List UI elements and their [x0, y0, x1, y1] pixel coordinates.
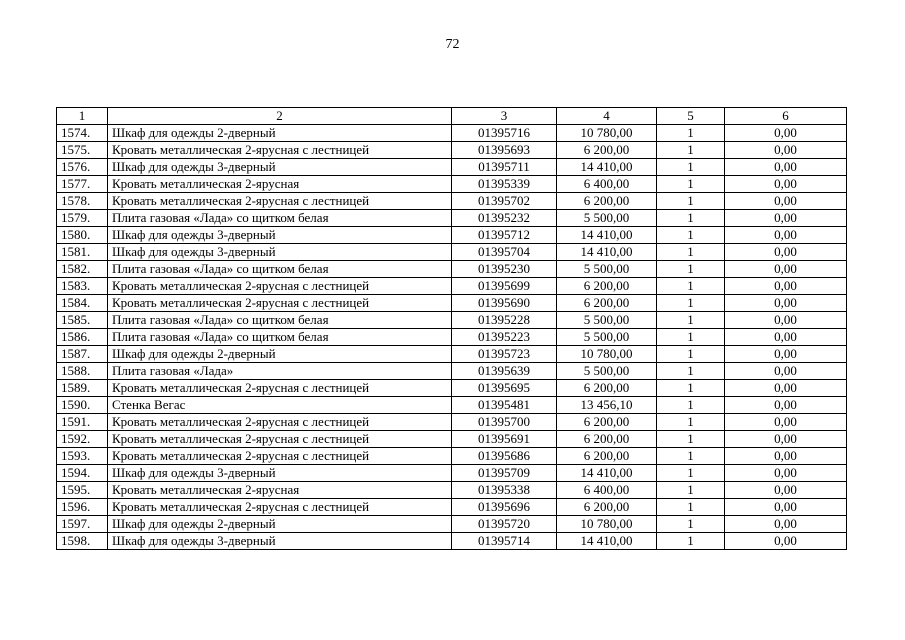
column-header: 5 [657, 108, 725, 125]
inventory-code: 01395720 [452, 516, 557, 533]
table-row [57, 448, 847, 465]
row-number: 1585. [57, 312, 108, 329]
item-price: 6 200,00 [557, 448, 657, 465]
inventory-code: 01395709 [452, 465, 557, 482]
item-name: Кровать металлическая 2-ярусная [108, 482, 452, 499]
item-quantity: 1 [657, 533, 725, 550]
residual-value: 0,00 [725, 159, 847, 176]
table-row [57, 261, 847, 278]
item-name: Кровать металлическая 2-ярусная с лестницей [108, 193, 452, 210]
table-row [57, 193, 847, 210]
item-price: 14 410,00 [557, 244, 657, 261]
item-price: 13 456,10 [557, 397, 657, 414]
item-quantity: 1 [657, 329, 725, 346]
table-row [57, 380, 847, 397]
table-row [57, 142, 847, 159]
item-quantity: 1 [657, 295, 725, 312]
inventory-code: 01395699 [452, 278, 557, 295]
inventory-code: 01395696 [452, 499, 557, 516]
residual-value: 0,00 [725, 329, 847, 346]
item-quantity: 1 [657, 261, 725, 278]
item-price: 14 410,00 [557, 227, 657, 244]
inventory-code: 01395481 [452, 397, 557, 414]
item-quantity: 1 [657, 397, 725, 414]
item-name: Кровать металлическая 2-ярусная с лестницей [108, 295, 452, 312]
row-number: 1595. [57, 482, 108, 499]
inventory-code: 01395704 [452, 244, 557, 261]
inventory-code: 01395338 [452, 482, 557, 499]
item-price: 6 200,00 [557, 499, 657, 516]
inventory-code: 01395693 [452, 142, 557, 159]
inventory-code: 01395695 [452, 380, 557, 397]
table-row [57, 295, 847, 312]
inventory-code: 01395711 [452, 159, 557, 176]
item-name: Кровать металлическая 2-ярусная [108, 176, 452, 193]
table-row [57, 227, 847, 244]
item-quantity: 1 [657, 516, 725, 533]
table-row [57, 516, 847, 533]
inventory-code: 01395700 [452, 414, 557, 431]
item-name: Плита газовая «Лада» со щитком белая [108, 329, 452, 346]
item-price: 5 500,00 [557, 261, 657, 278]
row-number: 1592. [57, 431, 108, 448]
inventory-table [56, 107, 847, 550]
residual-value: 0,00 [725, 431, 847, 448]
residual-value: 0,00 [725, 397, 847, 414]
item-name: Кровать металлическая 2-ярусная с лестницей [108, 142, 452, 159]
residual-value: 0,00 [725, 346, 847, 363]
residual-value: 0,00 [725, 278, 847, 295]
row-number: 1574. [57, 125, 108, 142]
item-price: 10 780,00 [557, 516, 657, 533]
residual-value: 0,00 [725, 380, 847, 397]
table-row [57, 482, 847, 499]
inventory-code: 01395714 [452, 533, 557, 550]
row-number: 1583. [57, 278, 108, 295]
item-price: 5 500,00 [557, 210, 657, 227]
row-number: 1596. [57, 499, 108, 516]
row-number: 1591. [57, 414, 108, 431]
residual-value: 0,00 [725, 142, 847, 159]
residual-value: 0,00 [725, 533, 847, 550]
residual-value: 0,00 [725, 244, 847, 261]
table-row [57, 397, 847, 414]
item-name: Шкаф для одежды 2-дверный [108, 125, 452, 142]
item-price: 6 200,00 [557, 193, 657, 210]
table-row [57, 346, 847, 363]
item-price: 5 500,00 [557, 363, 657, 380]
item-quantity: 1 [657, 499, 725, 516]
row-number: 1578. [57, 193, 108, 210]
item-price: 6 200,00 [557, 414, 657, 431]
column-header: 6 [725, 108, 847, 125]
item-name: Шкаф для одежды 3-дверный [108, 159, 452, 176]
row-number: 1587. [57, 346, 108, 363]
row-number: 1581. [57, 244, 108, 261]
row-number: 1593. [57, 448, 108, 465]
item-quantity: 1 [657, 448, 725, 465]
row-number: 1584. [57, 295, 108, 312]
column-header: 4 [557, 108, 657, 125]
item-name: Кровать металлическая 2-ярусная с лестницей [108, 448, 452, 465]
row-number: 1579. [57, 210, 108, 227]
inventory-code: 01395228 [452, 312, 557, 329]
table-row [57, 499, 847, 516]
inventory-code: 01395232 [452, 210, 557, 227]
item-name: Шкаф для одежды 3-дверный [108, 465, 452, 482]
residual-value: 0,00 [725, 482, 847, 499]
item-quantity: 1 [657, 193, 725, 210]
item-name: Плита газовая «Лада» со щитком белая [108, 261, 452, 278]
item-quantity: 1 [657, 159, 725, 176]
residual-value: 0,00 [725, 312, 847, 329]
item-quantity: 1 [657, 312, 725, 329]
item-name: Шкаф для одежды 3-дверный [108, 244, 452, 261]
item-name: Кровать металлическая 2-ярусная с лестницей [108, 499, 452, 516]
table-row [57, 414, 847, 431]
item-price: 6 200,00 [557, 431, 657, 448]
table-row [57, 312, 847, 329]
item-price: 6 200,00 [557, 380, 657, 397]
residual-value: 0,00 [725, 125, 847, 142]
item-quantity: 1 [657, 431, 725, 448]
item-quantity: 1 [657, 465, 725, 482]
item-quantity: 1 [657, 414, 725, 431]
residual-value: 0,00 [725, 499, 847, 516]
item-quantity: 1 [657, 244, 725, 261]
row-number: 1586. [57, 329, 108, 346]
table-row [57, 159, 847, 176]
residual-value: 0,00 [725, 210, 847, 227]
inventory-code: 01395339 [452, 176, 557, 193]
inventory-code: 01395639 [452, 363, 557, 380]
inventory-code: 01395690 [452, 295, 557, 312]
row-number: 1590. [57, 397, 108, 414]
item-name: Плита газовая «Лада» со щитком белая [108, 312, 452, 329]
inventory-code: 01395230 [452, 261, 557, 278]
residual-value: 0,00 [725, 176, 847, 193]
residual-value: 0,00 [725, 227, 847, 244]
item-price: 6 200,00 [557, 142, 657, 159]
item-quantity: 1 [657, 176, 725, 193]
table-header-row [57, 108, 847, 125]
row-number: 1597. [57, 516, 108, 533]
item-price: 6 200,00 [557, 278, 657, 295]
row-number: 1577. [57, 176, 108, 193]
table-row [57, 176, 847, 193]
residual-value: 0,00 [725, 465, 847, 482]
inventory-code: 01395723 [452, 346, 557, 363]
item-name: Кровать металлическая 2-ярусная с лестницей [108, 414, 452, 431]
item-name: Шкаф для одежды 3-дверный [108, 227, 452, 244]
table-row [57, 278, 847, 295]
column-header: 1 [57, 108, 108, 125]
item-name: Кровать металлическая 2-ярусная с лестницей [108, 380, 452, 397]
item-name: Кровать металлическая 2-ярусная с лестницей [108, 431, 452, 448]
item-quantity: 1 [657, 125, 725, 142]
item-price: 14 410,00 [557, 465, 657, 482]
item-quantity: 1 [657, 142, 725, 159]
item-name: Плита газовая «Лада» со щитком белая [108, 210, 452, 227]
row-number: 1575. [57, 142, 108, 159]
inventory-code: 01395702 [452, 193, 557, 210]
residual-value: 0,00 [725, 295, 847, 312]
table-row [57, 210, 847, 227]
table-row [57, 533, 847, 550]
residual-value: 0,00 [725, 261, 847, 278]
residual-value: 0,00 [725, 363, 847, 380]
row-number: 1582. [57, 261, 108, 278]
residual-value: 0,00 [725, 414, 847, 431]
item-quantity: 1 [657, 210, 725, 227]
table-row [57, 465, 847, 482]
residual-value: 0,00 [725, 448, 847, 465]
item-name: Шкаф для одежды 2-дверный [108, 516, 452, 533]
table-row [57, 329, 847, 346]
residual-value: 0,00 [725, 516, 847, 533]
column-header: 2 [108, 108, 452, 125]
inventory-code: 01395712 [452, 227, 557, 244]
table-row [57, 431, 847, 448]
column-header: 3 [452, 108, 557, 125]
inventory-code: 01395686 [452, 448, 557, 465]
item-quantity: 1 [657, 346, 725, 363]
item-price: 10 780,00 [557, 346, 657, 363]
row-number: 1580. [57, 227, 108, 244]
item-name: Стенка Вегас [108, 397, 452, 414]
item-quantity: 1 [657, 278, 725, 295]
row-number: 1588. [57, 363, 108, 380]
item-quantity: 1 [657, 482, 725, 499]
item-quantity: 1 [657, 363, 725, 380]
row-number: 1598. [57, 533, 108, 550]
item-name: Кровать металлическая 2-ярусная с лестницей [108, 278, 452, 295]
page-number: 72 [445, 37, 460, 52]
item-name: Шкаф для одежды 3-дверный [108, 533, 452, 550]
row-number: 1589. [57, 380, 108, 397]
item-name: Шкаф для одежды 2-дверный [108, 346, 452, 363]
inventory-code: 01395691 [452, 431, 557, 448]
row-number: 1594. [57, 465, 108, 482]
item-price: 14 410,00 [557, 159, 657, 176]
table-row [57, 125, 847, 142]
item-quantity: 1 [657, 380, 725, 397]
table-row [57, 244, 847, 261]
item-price: 5 500,00 [557, 312, 657, 329]
item-price: 6 200,00 [557, 295, 657, 312]
item-quantity: 1 [657, 227, 725, 244]
inventory-code: 01395716 [452, 125, 557, 142]
item-price: 14 410,00 [557, 533, 657, 550]
inventory-code: 01395223 [452, 329, 557, 346]
item-price: 6 400,00 [557, 482, 657, 499]
item-price: 6 400,00 [557, 176, 657, 193]
table-body [57, 125, 847, 550]
item-price: 5 500,00 [557, 329, 657, 346]
residual-value: 0,00 [725, 193, 847, 210]
item-name: Плита газовая «Лада» [108, 363, 452, 380]
table-row [57, 363, 847, 380]
item-price: 10 780,00 [557, 125, 657, 142]
row-number: 1576. [57, 159, 108, 176]
